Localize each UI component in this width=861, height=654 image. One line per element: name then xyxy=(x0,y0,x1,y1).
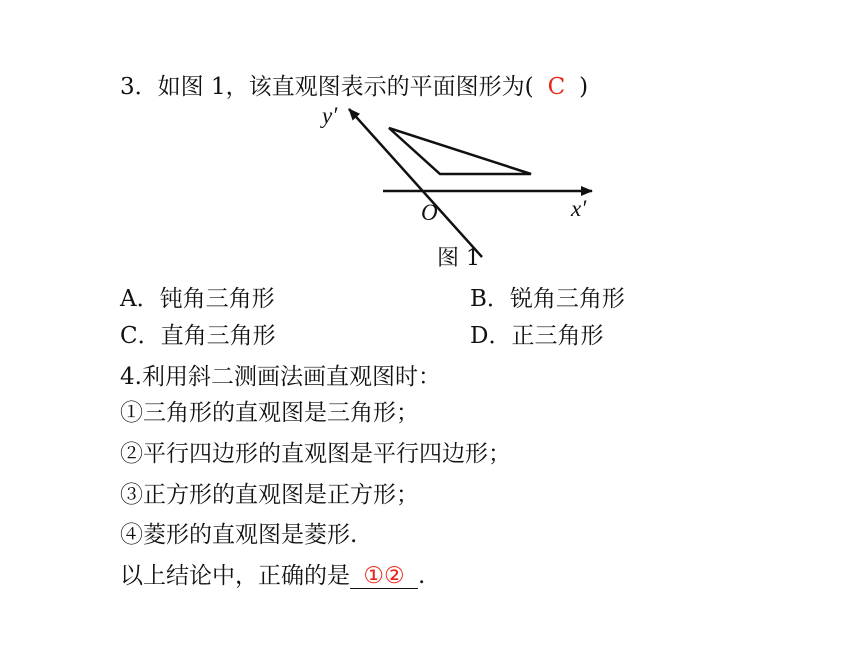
x-axis-label: x′ xyxy=(571,196,587,221)
q3-close-paren: ) xyxy=(579,74,589,100)
q3-stem-text: 3．如图 1，该直观图表示的平面图形为( xyxy=(120,74,534,100)
oblique-triangle xyxy=(389,128,531,174)
origin-label: O xyxy=(421,200,438,225)
q4-conclusion-text: 以上结论中，正确的是 xyxy=(120,563,350,589)
q4-statement-3: ③正方形的直观图是正方形； xyxy=(120,482,419,508)
q4-statement-4: ④菱形的直观图是菱形. xyxy=(120,522,358,548)
q3-answer: C xyxy=(547,74,566,100)
option-d: D．正三角形 xyxy=(470,323,604,349)
q4-statement-2: ②平行四边形的直观图是平行四边形； xyxy=(120,441,511,467)
q4-stem: 4.利用斜二测画法画直观图时： xyxy=(120,364,441,390)
option-c: C．直角三角形 xyxy=(120,323,276,349)
q4-period: . xyxy=(418,563,426,589)
q4-statement-1: ①三角形的直观图是三角形； xyxy=(120,400,419,426)
q4-answer-blank: ①② xyxy=(350,565,418,589)
y-axis xyxy=(349,109,482,257)
y-axis-label: y′ xyxy=(322,103,338,128)
q4-conclusion xyxy=(120,565,425,589)
figure-caption: 图 1 xyxy=(437,246,480,271)
option-a: A．钝角三角形 xyxy=(120,286,275,312)
option-b: B．锐角三角形 xyxy=(470,286,625,312)
